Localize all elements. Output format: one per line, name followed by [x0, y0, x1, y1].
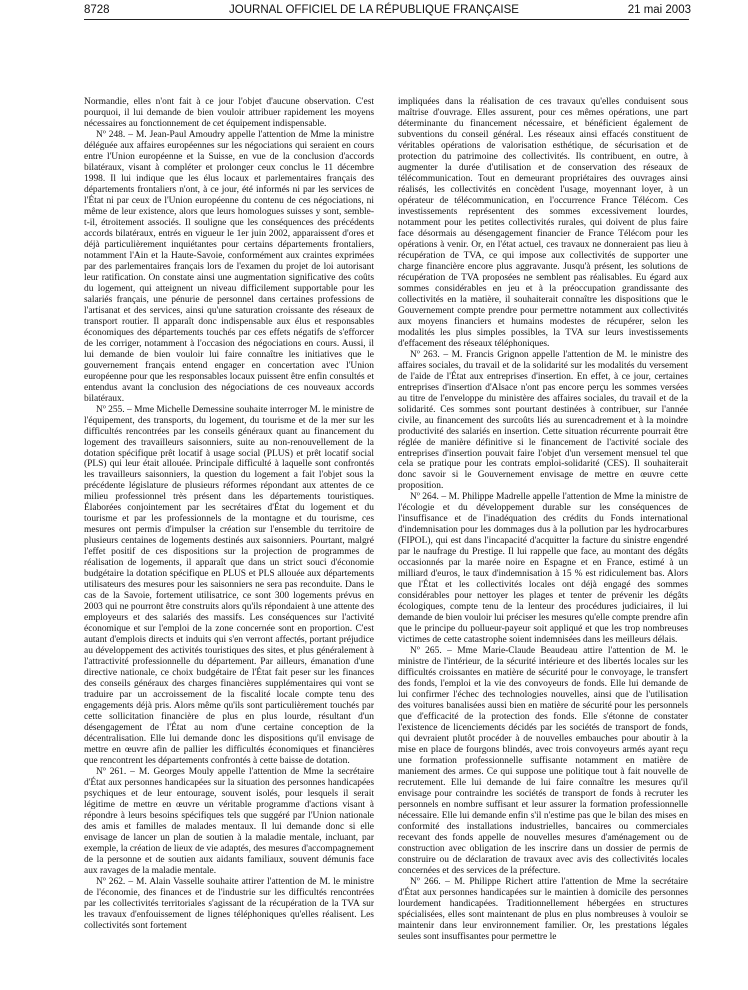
question-paragraph: Nº 255. – Mme Michelle Demessine souhaite interroger M. le ministre de l'équipement, des transports, du logement, du tourisme et de la mer sur les difficultés rencontrées par les conseils généraux quant au financement du logement des travailleurs saisonniers, suite au non-renouvellement de la dotation spécifique prêt locatif à usage social (PLUS) et prêt locatif social (PLS) qui leur était allouée. Principale difficulté à laquelle sont confrontés les travailleurs saisonniers, la question du logement a fait l'objet sous la précédente législature de plusieurs réformes répondant aux attentes de ce milieu professionnel très présent dans les départements touristiques. Élaborées conjointement par les secrétaires d'État du logement et du tourisme et par les professionnels de la montagne et du tourisme, ces mesures ont permis d'impulser la création sur l'ensemble du territoire de plusieurs centaines de logements destinés aux saisonniers. Pourtant, malgré l'effet positif de ces dispositions sur la projection de programmes de réalisation de logements, il apparaît que dans un strict souci d'économie budgétaire la dotation spécifique en PLUS et PLS allouée aux départements utilisateurs des mesures pour les saisonniers ne sera pas reconduite. Dans le cas de la Savoie, fortement utilisatrice, ce sont 300 logements prévus en 2003 qui ne pourront être construits alors qu'ils répondaient à une attente des employeurs et des salariés des massifs. Les conséquences sur l'activité économique et sur l'emploi de la zone concernée sont en proportion. C'est autant d'emplois directs et induits qui s'en verront affectés, portant préjudice au développement des activités touristiques des sites, et plus généralement à l'attractivité professionnelle du département. Par ailleurs, émanation d'une directive nationale, ce choix budgétaire de l'État fait peser sur les finances des conseils généraux des charges financières supplémentaires qui vont se traduire par un accroissement de la fiscalité locale compte tenu des engagements déjà pris. Alors même qu'ils sont particulièrement touchés par cette sollicitation financière de plus en plus lourde, résultant d'un désengagement de l'État au nom d'une certaine conception de la décentralisation. Elle lui demande donc les dispositions qu'il envisage de mettre en œuvre afin de pallier les difficultés économiques et financières que rencontrent les départements confrontés à cette baisse de dotation. [84, 404, 374, 767]
issue-date: 21 mai 2003 [627, 4, 691, 16]
question-paragraph: Nº 265. – Mme Marie-Claude Beaudeau attire l'attention de M. le ministre de l'intérieur, de la sécurité intérieure et des libertés locales sur les difficultés croissantes en matière de sécurité pour le convoyage, le transfert des fonds, l'emploi et la vie des convoyeurs de fonds. Elle lui demande de lui confirmer l'échec des technologies nouvelles, ainsi que de l'utilisation des voitures banalisées aussi bien en matière de sécurité pour les personnels que d'efficacité de la protection des fonds. Elle s'étonne de constater l'existence de licenciements décidés par les sociétés de transport de fonds, qui devraient plutôt procéder à de nouvelles embauches pour aboutir à la mise en place de fourgons blindés, avec trois convoyeurs armés ayant reçu une formation professionnelle suffisante notamment en matière de maniement des armes. Ce qui suppose une politique tout à fait nouvelle de recrutement. Elle lui demande de lui faire connaître les mesures qu'il envisage pour contraindre les sociétés de transport de fonds à recruter les personnels en nombre suffisant et leur assurer la formation professionnelle nécessaire. Elle lui demande enfin s'il n'estime pas que le bilan des mises en conformité des installations industrielles, bancaires ou commerciales recevant des fonds appelle de nouvelles mesures d'aménagement ou de construction avec obligation de les inscrire dans un dossier de permis de construire ou de déclaration de travaux avec avis des collectivités locales concernées et des services de la préfecture. [398, 646, 688, 876]
question-paragraph: impliquées dans la réalisation de ces travaux qu'elles conduisent sous maîtrise d'ouvrage. Elles assurent, pour ces mêmes opérations, une part déterminante du financement nécessaire, et bénéficient également de subventions du conseil général. Les réseaux ainsi effacés constituent de véritables opérations de valorisation esthétique, de sécurisation et de protection du patrimoine des collectivités. Ils contribuent, en outre, à augmenter la durée d'utilisation et de conservation des réseaux de télécommunication. Tout en demeurant propriétaires des ouvrages ainsi réalisés, les collectivités en concèdent l'usage, moyennant loyer, à un opérateur de télécommunication, en l'occurrence France Télécom. Ces investissements représentent des sommes excessivement lourdes, notamment pour les petites collectivités rurales, qui doivent de plus faire face désormais au désengagement financier de France Télécom pour les opérations à venir. Or, en l'état actuel, ces travaux ne donneraient pas lieu à récupération de TVA, ce qui impose aux collectivités de supporter une charge financière encore plus aggravante. Jusqu'à présent, les solutions de récupération de TVA proposées ne semblent pas réalisables. Eu égard aux sommes considérables en jeu et à la préoccupation grandissante des collectivités en la matière, il souhaiterait connaître les dispositions que le Gouvernement compte prendre pour permettre notamment aux collectivités aux moyens financiers et humains modestes de récupérer, selon les modalités les plus simples possibles, la TVA sur leurs investissements d'effacement des réseaux téléphoniques. [398, 97, 688, 349]
question-paragraph: Nº 248. – M. Jean-Paul Amoudry appelle l'attention de Mme la ministre déléguée aux affaires européennes sur les négociations qui seraient en cours entre l'Union européenne et la Suisse, en vue de la conclusion d'accords bilatéraux, visant à compléter et prolonger ceux conclus le 11 décembre 1998. Il lui indique que les élus locaux et parlementaires français des départements frontaliers n'ont, à ce jour, été informés ni par les services de l'État ni par ceux de l'Union européenne du contenu de ces négociations, ni même de leur existence, alors que leurs homologues suisses y sont, semble-t-il, étroitement associés. Il souligne que les conséquences des précédents accords bilatéraux, entrés en vigueur le 1er juin 2002, apparaissent d'ores et déjà particulièrement inquiétantes pour certains départements frontaliers, notamment l'Ain et la Haute-Savoie, conformément aux craintes exprimées par des parlementaires français lors de l'examen du projet de loi autorisant leur ratification. On constate ainsi une augmentation significative des coûts du logement, qui atteignent un niveau difficilement supportable pour les salariés français, une pénurie de personnel dans certaines professions de l'artisanat et des services, ainsi qu'une saturation croissante des réseaux de transport routier. Il apparaît donc indispensable aux élus et responsables économiques des départements touchés par ces effets négatifs de s'efforcer de les corriger, notamment à l'occasion des négociations en cours. Aussi, il lui demande de bien vouloir lui faire connaître les initiatives que le gouvernement français entend engager en concertation avec l'Union européenne pour que les responsables locaux puissent être enfin consultés et entendus avant la conclusion des négociations de ces nouveaux accords bilatéraux. [84, 129, 374, 404]
page-number: 8728 [84, 4, 110, 16]
page-header [0, 0, 748, 22]
right-column [398, 97, 688, 977]
question-paragraph: Nº 261. – M. Georges Mouly appelle l'attention de Mme la secrétaire d'État aux personnes handicapées sur la situation des personnes handicapées psychiques et de leur entourage, souvent isolés, pour lesquels il serait légitime de mettre en œuvre un véritable programme d'actions visant à répondre à leurs besoins spécifiques tels que suggéré par l'Union nationale des amis et familles de malades mentaux. Il lui demande donc si elle envisage de lancer un plan de soutien à la maladie mentale, incluant, par exemple, la création de lieux de vie adaptés, des mesures d'accompagnement de la personne et de soutien aux aidants familiaux, souvent démunis face aux ravages de la maladie mentale. [84, 767, 374, 876]
journal-title: JOURNAL OFFICIEL DE LA RÉPUBLIQUE FRANÇAISE [229, 4, 519, 16]
question-paragraph: Nº 262. – M. Alain Vasselle souhaite attirer l'attention de M. le ministre de l'économie, des finances et de l'industrie sur les difficultés rencontrées par les collectivités territoriales s'agissant de la récupération de la TVA sur les travaux d'enfouissement de lignes téléphoniques qu'elles réalisent. Les collectivités sont fortement [84, 876, 374, 931]
header-rule [84, 19, 689, 20]
question-paragraph: Nº 263. – M. Francis Grignon appelle l'attention de M. le ministre des affaires sociales, du travail et de la solidarité sur les modalités du versement de l'aide de l'État aux entreprises d'insertion. En effet, à ce jour, certaines entreprises d'insertion d'Alsace n'ont pas encore perçu les sommes versées au titre de l'enveloppe du ministère des affaires sociales, du travail et de la solidarité. Ces sommes sont pourtant destinées à contribuer, sur l'année civile, au financement des surcoûts liés au surencadrement et à la moindre productivité des salariés en insertion. Cette situation récurrente pourrait être réglée de manière définitive si le financement de l'activité sociale des entreprises d'insertion pouvait faire l'objet d'un versement mensuel tel que cela se pratique pour les contrats emploi-solidarité (CES). Il souhaiterait donc savoir si le Gouvernement envisage de mettre en œuvre cette proposition. [398, 349, 688, 492]
question-paragraph: Nº 264. – M. Philippe Madrelle appelle l'attention de Mme la ministre de l'écologie et du développement durable sur les conséquences de l'insuffisance et de l'inadéquation des crédits du Fonds international d'indemnisation pour les dommages dus à la pollution par les hydrocarbures (FIPOL), qui est dans l'incapacité d'acquitter la facture du sinistre engendré par le naufrage du Prestige. Il lui rappelle que face, au montant des dégâts occasionnés par la marée noire en Espagne et en France, estimé à un milliard d'euros, le taux d'indemnisation à 15 % est ridiculement bas. Alors que l'État et les collectivités locales ont déjà engagé des sommes considérables pour nettoyer les plages et tenter de prévenir les dégâts écologiques, compte tenu de la lenteur des procédures judiciaires, il lui demande de bien vouloir lui préciser les mesures qu'elle compte prendre afin que le principe du pollueur-payeur soit appliqué et que les trop nombreuses victimes de cette catastrophe soient indemnisées dans les meilleurs délais. [398, 492, 688, 646]
left-column [84, 97, 374, 977]
question-paragraph: Nº 266. – M. Philippe Richert attire l'attention de Mme la secrétaire d'État aux personnes handicapées sur le maintien à domicile des personnes lourdement handicapées. Traditionnellement hébergées en structures spécialisées, elles sont maintenant de plus en plus nombreuses à vouloir se maintenir dans leur environnement familier. Or, les prestations légales seules sont insuffisantes pour permettre le [398, 876, 688, 942]
question-paragraph: Normandie, elles n'ont fait à ce jour l'objet d'aucune observation. C'est pourquoi, il lui demande de bien vouloir attribuer rapidement les moyens nécessaires au fonctionnement de cet équipement indispensable. [84, 97, 374, 129]
